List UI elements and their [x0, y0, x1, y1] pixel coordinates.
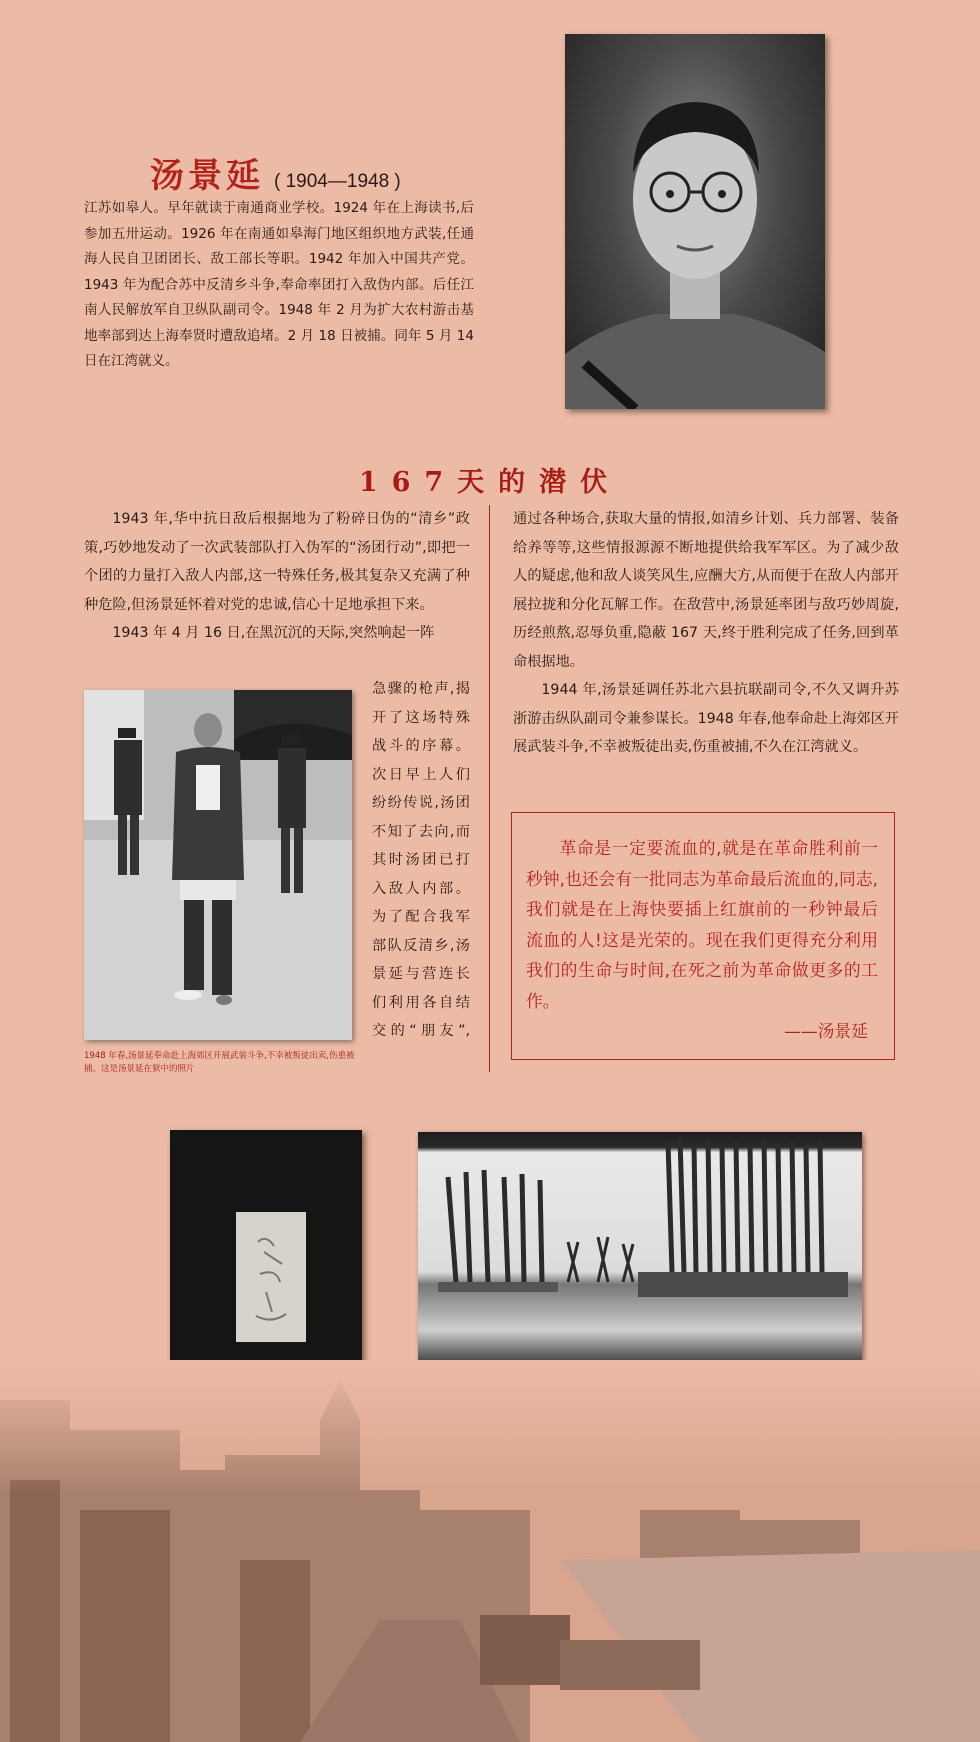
article-narrow-column: 急骤的枪声,揭开了这场特殊战斗的序幕。次日早上人们纷纷传说,汤团不知了去向,而其时汤团已打入敌人内部。为了配合我军部队反清乡,汤景延与营连长们利用各自结交的“朋友”,: [372, 681, 470, 1039]
article-paragraph-1: 1943 年,华中抗日敌后根据地为了粉碎日伪的“清乡”政策,巧妙地发动了一次武装部队打入伪军的“汤团行动”,即把一个团的力量打入敌人内部,这一特殊任务,极其复杂又充满了种种危险,但汤景延怀着对党的忠诚,信心十足地承担下来。: [84, 511, 470, 613]
person-years: ( 1904—1948 ): [274, 171, 401, 192]
handwriting-mark: [236, 1212, 306, 1342]
name-heading: [150, 148, 401, 197]
notebook-cover-label: [236, 1212, 306, 1342]
weapons-display: [418, 1132, 862, 1386]
quote-text: 革命是一定要流血的,就是在革命胜利前一秒钟,也还会有一批同志为革命最后流血的,同志,我们就是在上海快要插上红旗前的一秒钟最后流血的人!这是光荣的。现在我们更得充分利用我们的生命与时间,在死之前为革命做更多的工作。: [526, 838, 878, 1011]
article-paragraph-3: 1944 年,汤景延调任苏北六县抗联副司令,不久又调升苏浙游击纵队副司令兼参谋长。1948 年春,他奉命赴上海郊区开展武装斗争,不幸被叛徒出卖,伤重被捕,不久在江湾就义。: [513, 682, 899, 755]
prison-photo: [84, 690, 352, 1040]
quote-signature: ——汤景延: [784, 1021, 868, 1041]
bio-text: 江苏如皋人。早年就读于南通商业学校。1924 年在上海读书,后参加五卅运动。1926 年在南通如皋海门地区组织地方武装,任通海人民自卫团团长、敌工部长等职。1942 年加入中国共产党。1943 年为配合苏中反清乡斗争,奉命率团打入敌伪内部。后任江南人民解放军自卫纵队副司令。1948 年 2 月为扩大农村游击基地率部到达上海奉贤时遭敌追堵。2 月 18 日被捕。同年 5 月 14 日在江湾就义。: [84, 200, 474, 369]
article-left-column: [84, 505, 470, 648]
article-right-column: [513, 505, 899, 762]
column-divider: [489, 505, 490, 1072]
prison-photo-caption: 1948 年春,汤景延奉命赴上海郊区开展武装斗争,不幸被叛徒出卖,伤重被捕。这是汤景延在狱中的照片: [84, 1051, 355, 1074]
portrait-figure: [565, 34, 825, 409]
portrait-photo: [565, 34, 825, 409]
section-title: 167天的潜伏: [358, 467, 622, 498]
article-paragraph-2-start: 1943 年 4 月 16 日,在黑沉沉的天际,突然响起一阵: [112, 625, 435, 641]
notebook-photo: [170, 1130, 362, 1385]
quote-box: [511, 812, 895, 1060]
bund-cityscape-background: [0, 1360, 980, 1742]
prison-photo-scene: [84, 690, 352, 1040]
article-paragraph-2-continued: 通过各种场合,获取大量的情报,如清乡计划、兵力部署、装备给养等等,这些情报源源不断地提供给我军军区。为了减少敌人的疑虑,他和敌人谈笑风生,应酬大方,从而便于在敌人内部开展拉拢和分化瓦解工作。在敌营中,汤景延率团与敌巧妙周旋,历经煎熬,忍辱负重,隐蔽 167 天,终于胜利完成了任务,回到革命根据地。: [513, 511, 899, 670]
weapons-photo: [418, 1132, 862, 1386]
person-name: 汤景延: [150, 156, 264, 196]
